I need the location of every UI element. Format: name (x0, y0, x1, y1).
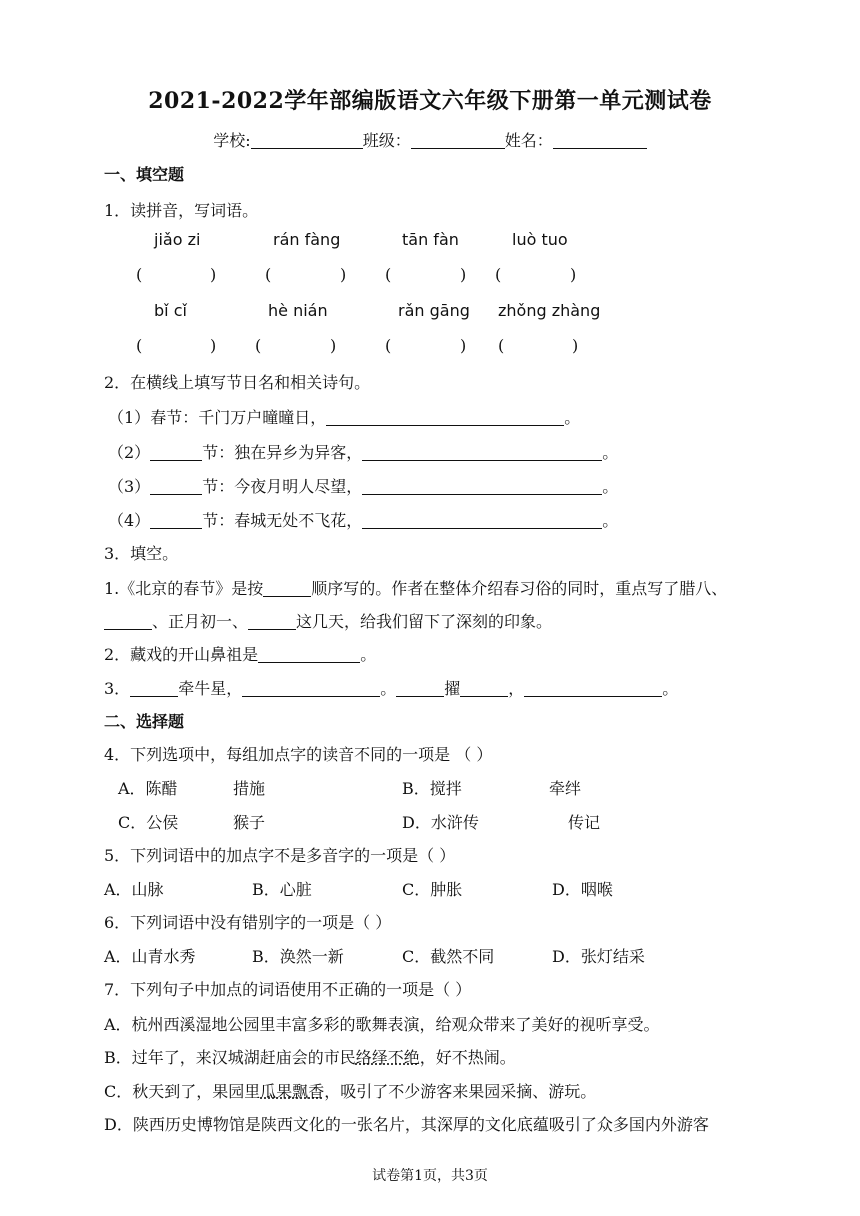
q3-line-3: 2．藏戏的开山鼻祖是 。 (104, 645, 377, 664)
class-label: 班级： (362, 131, 411, 150)
q4-option-c[interactable]: C．公侯 (118, 813, 179, 832)
answer-paren-close: ) (210, 265, 217, 284)
fill-blank[interactable] (104, 613, 152, 630)
q7-option-b[interactable]: B．过年了，来汉城湖赶庙会的市民络绎不绝，好不热闹。 (104, 1048, 516, 1067)
q4-prompt: 4．下列选项中，每组加点字的读音不同的一项是 （ ） (104, 745, 493, 764)
q6-option-a[interactable]: A．山青水秀 (104, 947, 196, 966)
dotted-phrase: 瓜果飘香 (260, 1082, 325, 1101)
q6-option-d[interactable]: D．张灯结采 (552, 947, 645, 966)
student-info (0, 128, 860, 151)
q3-line-1: 1.《北京的春节》是按 顺序写的。作者在整体介绍春习俗的同时，重点写了腊八、 (104, 579, 728, 598)
section-heading-fill: 一、填空题 (104, 165, 185, 184)
answer-paren-open[interactable]: ( (265, 265, 272, 284)
q4-option-a-2: 措施 (233, 779, 266, 798)
fill-blank[interactable] (130, 680, 178, 697)
q4-option-c-2: 猴子 (233, 813, 266, 832)
answer-paren-close: ) (460, 265, 467, 284)
fill-blank[interactable] (524, 680, 662, 697)
answer-paren-open[interactable]: ( (498, 336, 505, 355)
q2-item-4: （4） 节：春城无处不飞花， 。 (108, 511, 619, 530)
q7-prompt: 7．下列句子中加点的词语使用不正确的一项是（ ） (104, 980, 472, 999)
q6-option-b[interactable]: B．涣然一新 (252, 947, 344, 966)
poem-blank[interactable] (362, 512, 602, 529)
answer-paren-close: ) (570, 265, 577, 284)
q4-option-d[interactable]: D．水浒传 (402, 813, 479, 832)
q6-option-c[interactable]: C．截然不同 (402, 947, 495, 966)
q1-prompt: 1．读拼音，写词语。 (104, 201, 259, 220)
q4-option-d-2: 传记 (568, 813, 601, 832)
pinyin: rán fàng (273, 230, 341, 249)
q5-option-a[interactable]: A．山脉 (104, 880, 164, 899)
pinyin: zhǒng zhàng (498, 301, 601, 320)
pinyin: bǐ cǐ (154, 301, 187, 320)
answer-paren-close: ) (330, 336, 337, 355)
q2-prompt: 2．在横线上填写节日名和相关诗句。 (104, 373, 371, 392)
pinyin: luò tuo (512, 230, 568, 249)
q2-item-3: （3） 节：今夜月明人尽望， 。 (108, 477, 619, 496)
q3-line-4: 3． 牵牛星， 。 擢 ， 。 (104, 679, 679, 698)
festival-blank[interactable] (150, 512, 202, 529)
pinyin: hè nián (268, 301, 328, 320)
answer-paren-open[interactable]: ( (385, 265, 392, 284)
name-blank[interactable] (553, 132, 647, 149)
poem-blank[interactable] (362, 444, 602, 461)
q7-option-d[interactable]: D．陕西历史博物馆是陕西文化的一张名片，其深厚的文化底蕴吸引了众多国内外游客 (104, 1115, 709, 1134)
fill-blank[interactable] (248, 613, 296, 630)
festival-blank[interactable] (150, 444, 202, 461)
answer-paren-open[interactable]: ( (136, 265, 143, 284)
fill-blank[interactable] (258, 646, 360, 663)
school-blank[interactable] (251, 132, 363, 149)
answer-paren[interactable]: （ ） (455, 745, 493, 764)
q6-prompt: 6．下列词语中没有错别字的一项是（ ） (104, 913, 392, 932)
page-title: 2021-2022学年部编版语文六年级下册第一单元测试卷 (148, 88, 712, 114)
q5-prompt: 5．下列词语中的加点字不是多音字的一项是（ ） (104, 846, 456, 865)
fill-blank[interactable] (242, 680, 380, 697)
q7-option-a[interactable]: A．杭州西溪湿地公园里丰富多彩的歌舞表演，给观众带来了美好的视听享受。 (104, 1015, 660, 1034)
answer-paren-close: ) (210, 336, 217, 355)
dotted-phrase: 络绎不绝 (355, 1048, 420, 1067)
q4-option-b[interactable]: B．搅拌 (402, 779, 462, 798)
q2-item-1: （1）春节：千门万户曈曈日， 。 (108, 408, 581, 427)
school-label: 学校: (213, 131, 251, 150)
q2-item-2: （2） 节：独在异乡为异客， 。 (108, 443, 619, 462)
answer-paren-open[interactable]: ( (495, 265, 502, 284)
answer-paren-close: ) (460, 336, 467, 355)
q7-option-c[interactable]: C．秋天到了，果园里瓜果飘香，吸引了不少游客来果园采摘、游玩。 (104, 1082, 597, 1101)
answer-paren-open[interactable]: ( (385, 336, 392, 355)
festival-blank[interactable] (150, 478, 202, 495)
fill-blank[interactable] (396, 680, 444, 697)
q5-option-d[interactable]: D．咽喉 (552, 880, 613, 899)
name-label: 姓名： (504, 131, 553, 150)
pinyin: tān fàn (402, 230, 459, 249)
fill-blank[interactable] (460, 680, 508, 697)
answer-paren-open[interactable]: ( (255, 336, 262, 355)
q4-option-a[interactable]: A．陈醋 (118, 779, 178, 798)
q3-prompt: 3．填空。 (104, 544, 179, 563)
answer-paren-close: ) (572, 336, 579, 355)
fill-blank[interactable] (263, 580, 311, 597)
page-footer: 试卷第1页，共3页 (372, 1168, 488, 1184)
poem-blank[interactable] (362, 478, 602, 495)
answer-paren-close: ) (340, 265, 347, 284)
answer-paren-open[interactable]: ( (136, 336, 143, 355)
q5-option-b[interactable]: B．心脏 (252, 880, 312, 899)
poem-blank[interactable] (326, 409, 564, 426)
section-heading-choice: 二、选择题 (104, 712, 185, 731)
q4-option-b-2: 牵绊 (549, 779, 582, 798)
q5-option-c[interactable]: C．肿胀 (402, 880, 463, 899)
pinyin: jiǎo zi (154, 230, 201, 249)
class-blank[interactable] (411, 132, 505, 149)
q3-line-2: 、正月初一、 这几天，给我们留下了深刻的印象。 (104, 609, 552, 632)
pinyin: rǎn gāng (398, 301, 470, 320)
